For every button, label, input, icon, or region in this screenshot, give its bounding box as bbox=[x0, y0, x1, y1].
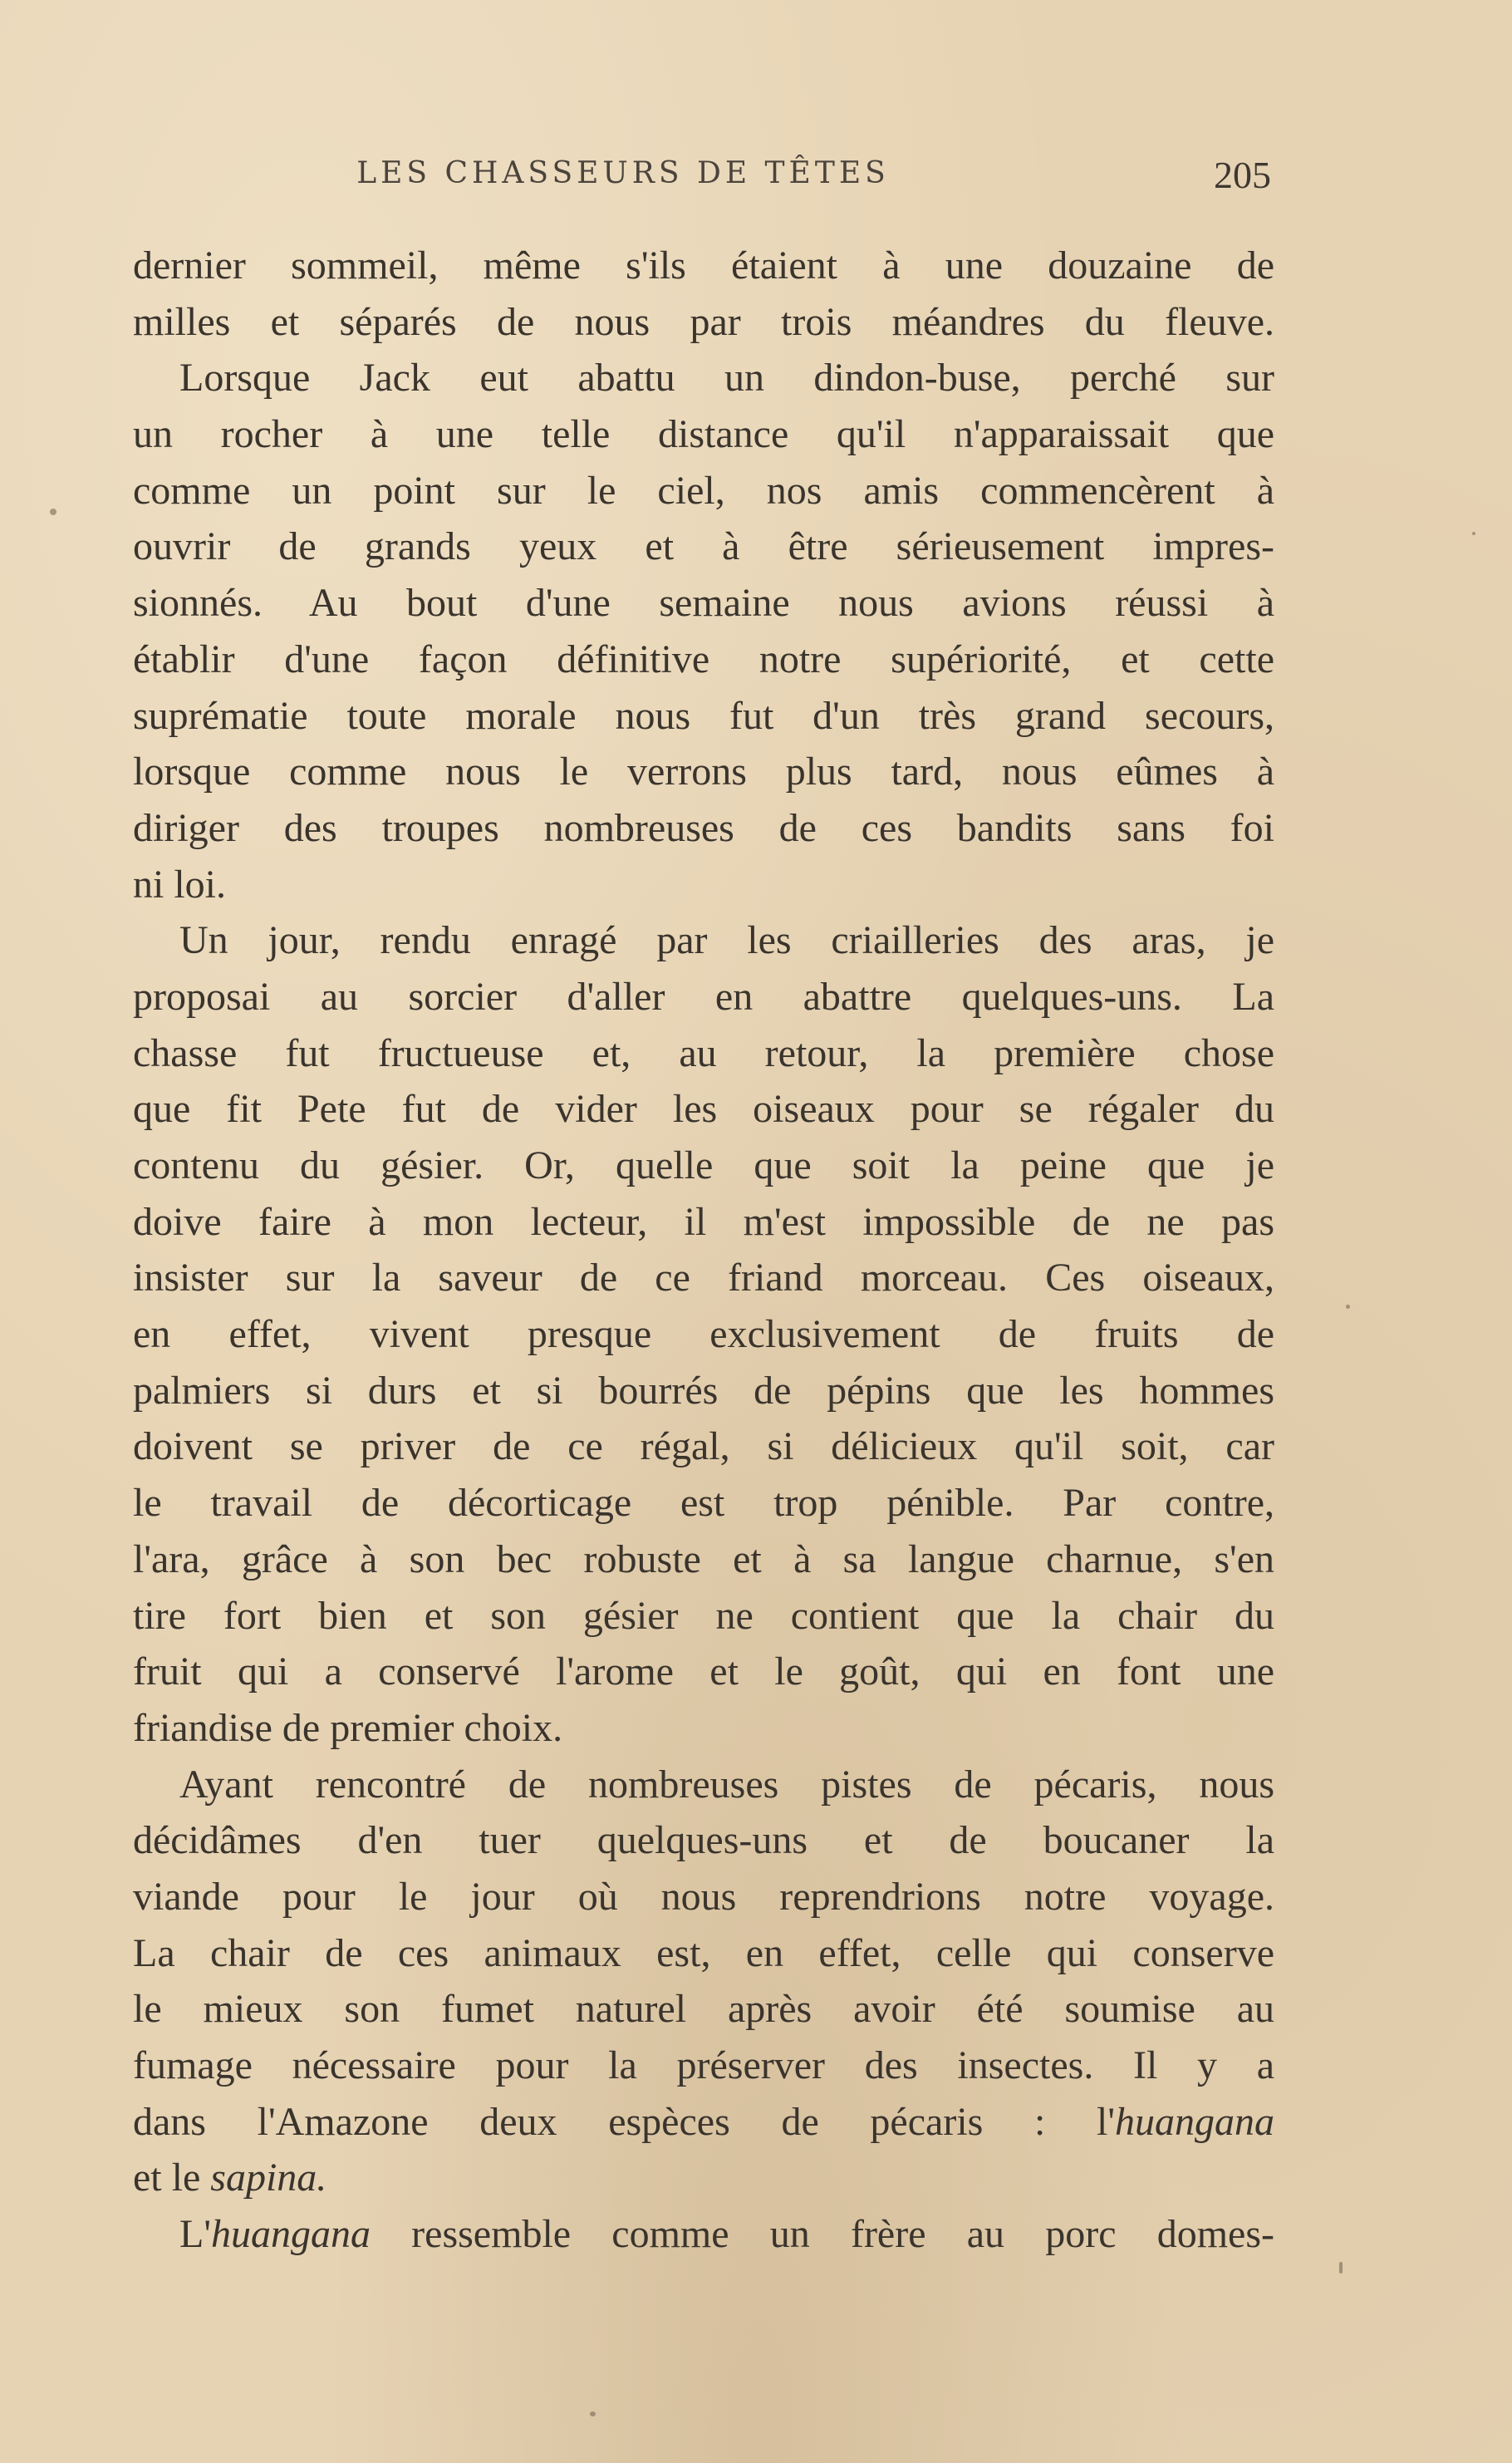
text-line bbox=[133, 2094, 1274, 2151]
paragraph-start-line: Un jour, rendu enragé par les criailleries des aras, je bbox=[179, 918, 1274, 963]
paragraph-end-line: friandise de premier choix. bbox=[133, 1705, 563, 1750]
text-line: contenu du gésier. Or, quelle que soit la peine que je bbox=[133, 1143, 1274, 1187]
running-title: LES CHASSEURS DE TÊTES bbox=[356, 156, 890, 190]
text-line: chasse fut fructueuse et, au retour, la première chose bbox=[133, 1030, 1274, 1075]
text-line: en effet, vivent presque exclusivement de fruits de bbox=[133, 1312, 1274, 1357]
text-line: établir d'une façon définitive notre supériorité, et cette bbox=[133, 637, 1274, 681]
text-line: ouvrir de grands yeux et à être sérieusement impres- bbox=[133, 524, 1274, 569]
italic-word: huangana bbox=[1115, 2099, 1274, 2144]
italic-word: huangana bbox=[210, 2212, 371, 2257]
paper-speck bbox=[590, 2411, 596, 2416]
page-number: 205 bbox=[1214, 154, 1271, 196]
line-segment: L' bbox=[179, 2212, 211, 2257]
text-line: le mieux son fumet naturel après avoir été soumise au bbox=[133, 1987, 1274, 2032]
paper-speck bbox=[1339, 2262, 1343, 2274]
paper-speck bbox=[50, 509, 56, 515]
text-line: décidâmes d'en tuer quelques-uns et de boucaner la bbox=[133, 1818, 1274, 1863]
text-line: lorsque comme nous le verrons plus tard, nous eûmes à bbox=[133, 750, 1274, 794]
italic-word: sapina. bbox=[210, 2156, 327, 2200]
text-line: insister sur la saveur de ce friand morceau. Ces oiseaux, bbox=[133, 1256, 1274, 1300]
text-line: dernier sommeil, même s'ils étaient à une douzaine de bbox=[133, 243, 1274, 288]
text-line: comme un point sur le ciel, nos amis commencèrent à bbox=[133, 468, 1274, 513]
line-segment: ressemble comme un frère au porc domes- bbox=[370, 2212, 1274, 2257]
paragraph-end-line: ni loi. bbox=[133, 862, 227, 907]
text-line: proposai au sorcier d'aller en abattre quelques-uns. La bbox=[133, 974, 1274, 1019]
paragraph-start-line: Lorsque Jack eut abattu un dindon-buse, perché sur bbox=[179, 356, 1274, 401]
text-line: palmiers si durs et si bourrés de pépins que les hommes bbox=[133, 1368, 1274, 1413]
paragraph-start-line: Ayant rencontré de nombreuses pistes de pécaris, nous bbox=[179, 1762, 1274, 1807]
paper-speck bbox=[1472, 532, 1475, 535]
body-text bbox=[133, 238, 1274, 2263]
text-line: doive faire à mon lecteur, il m'est impossible de ne pas bbox=[133, 1199, 1274, 1244]
text-line: que fit Pete fut de vider les oiseaux pour se régaler du bbox=[133, 1087, 1274, 1132]
text-line: diriger des troupes nombreuses de ces bandits sans foi bbox=[133, 805, 1274, 850]
text-line: milles et séparés de nous par trois méandres du fleuve. bbox=[133, 299, 1274, 344]
text-line: fumage nécessaire pour la préserver des insectes. Il y a bbox=[133, 2043, 1274, 2087]
text-line: tire fort bien et son gésier ne contient que la chair du bbox=[133, 1593, 1274, 1638]
text-line: viande pour le jour où nous reprendrions notre voyage. bbox=[133, 1874, 1274, 1919]
text-line: La chair de ces animaux est, en effet, celle qui conserve bbox=[133, 1930, 1274, 1975]
text-line: doivent se priver de ce régal, si délicieux qu'il soit, car bbox=[133, 1424, 1274, 1469]
paragraph-end-line bbox=[133, 2150, 1274, 2206]
text-line: sionnés. Au bout d'une semaine nous avions réussi à bbox=[133, 581, 1274, 626]
text-line: l'ara, grâce à son bec robuste et à sa langue charnue, s'en bbox=[133, 1536, 1274, 1581]
text-line: suprématie toute morale nous fut d'un très grand secours, bbox=[133, 693, 1274, 738]
paper-speck bbox=[1346, 1305, 1350, 1309]
running-head bbox=[133, 156, 1271, 206]
text-line: fruit qui a conservé l'arome et le goût, qui en font une bbox=[133, 1649, 1274, 1694]
line-segment: et le bbox=[133, 2156, 211, 2200]
paragraph-start-line bbox=[133, 2206, 1274, 2263]
text-line: le travail de décorticage est trop pénible. Par contre, bbox=[133, 1481, 1274, 1526]
line-segment: dans l'Amazone deux espèces de pécaris : l' bbox=[133, 2099, 1115, 2144]
text-line: un rocher à une telle distance qu'il n'apparaissait que bbox=[133, 412, 1274, 457]
